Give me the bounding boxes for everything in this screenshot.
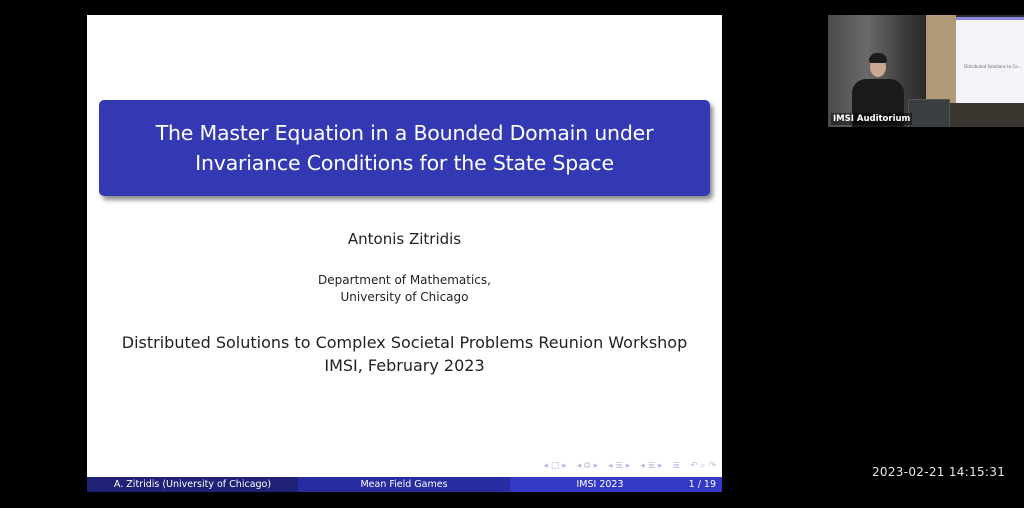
footer-conference: IMSI 2023	[576, 479, 624, 490]
webcam-projector-screen	[956, 17, 1024, 106]
beamer-navigation-bar	[544, 459, 716, 473]
footer-page-number: 1 / 19	[688, 479, 716, 490]
event-line-2: IMSI, February 2023	[324, 356, 485, 375]
subsection-nav-icon[interactable]: ◂ ⧉ ▸	[576, 461, 598, 471]
footer-right	[510, 477, 722, 492]
presentation-slide	[87, 15, 722, 492]
podium-monitor	[908, 99, 950, 127]
slide-author: Antonis Zitridis	[347, 230, 462, 248]
speaker-hair	[869, 53, 887, 63]
webcam-label: IMSI Auditorium	[833, 114, 911, 124]
webcam-floor	[948, 103, 1024, 127]
slide-event	[87, 331, 722, 377]
recording-timestamp: 2023-02-21 14:15:31	[872, 465, 1006, 479]
webcam-wood-panel	[926, 15, 956, 105]
slide-title-line-1: The Master Equation in a Bounded Domain under	[155, 121, 654, 145]
toc-icon[interactable]: ≣	[672, 461, 681, 471]
webcam-feed	[828, 15, 1024, 127]
section-nav-icon[interactable]: ◂ ≣ ▸	[607, 461, 631, 471]
search-back-forward-icon[interactable]: ↶ ⌕ ↷	[690, 461, 716, 471]
frame-nav-icon[interactable]: ◂ □ ▸	[543, 461, 567, 471]
event-line-1: Distributed Solutions to Complex Societal Problems Reunion Workshop	[121, 333, 688, 352]
institute-line-2: University of Chicago	[340, 290, 469, 304]
slide-footer	[87, 477, 722, 492]
slide-title-block	[99, 100, 710, 196]
subsection-list-nav-icon[interactable]: ◂ ≣ ▸	[640, 461, 663, 471]
footer-title: Mean Field Games	[298, 477, 510, 492]
slide-title-line-2: Invariance Conditions for the State Space	[195, 151, 614, 175]
footer-author: A. Zitridis (University of Chicago)	[87, 477, 298, 492]
slide-institute	[87, 272, 722, 306]
institute-line-1: Department of Mathematics,	[318, 273, 491, 287]
webcam-screen-text: Distributed Solutions to Co...	[964, 64, 1022, 69]
